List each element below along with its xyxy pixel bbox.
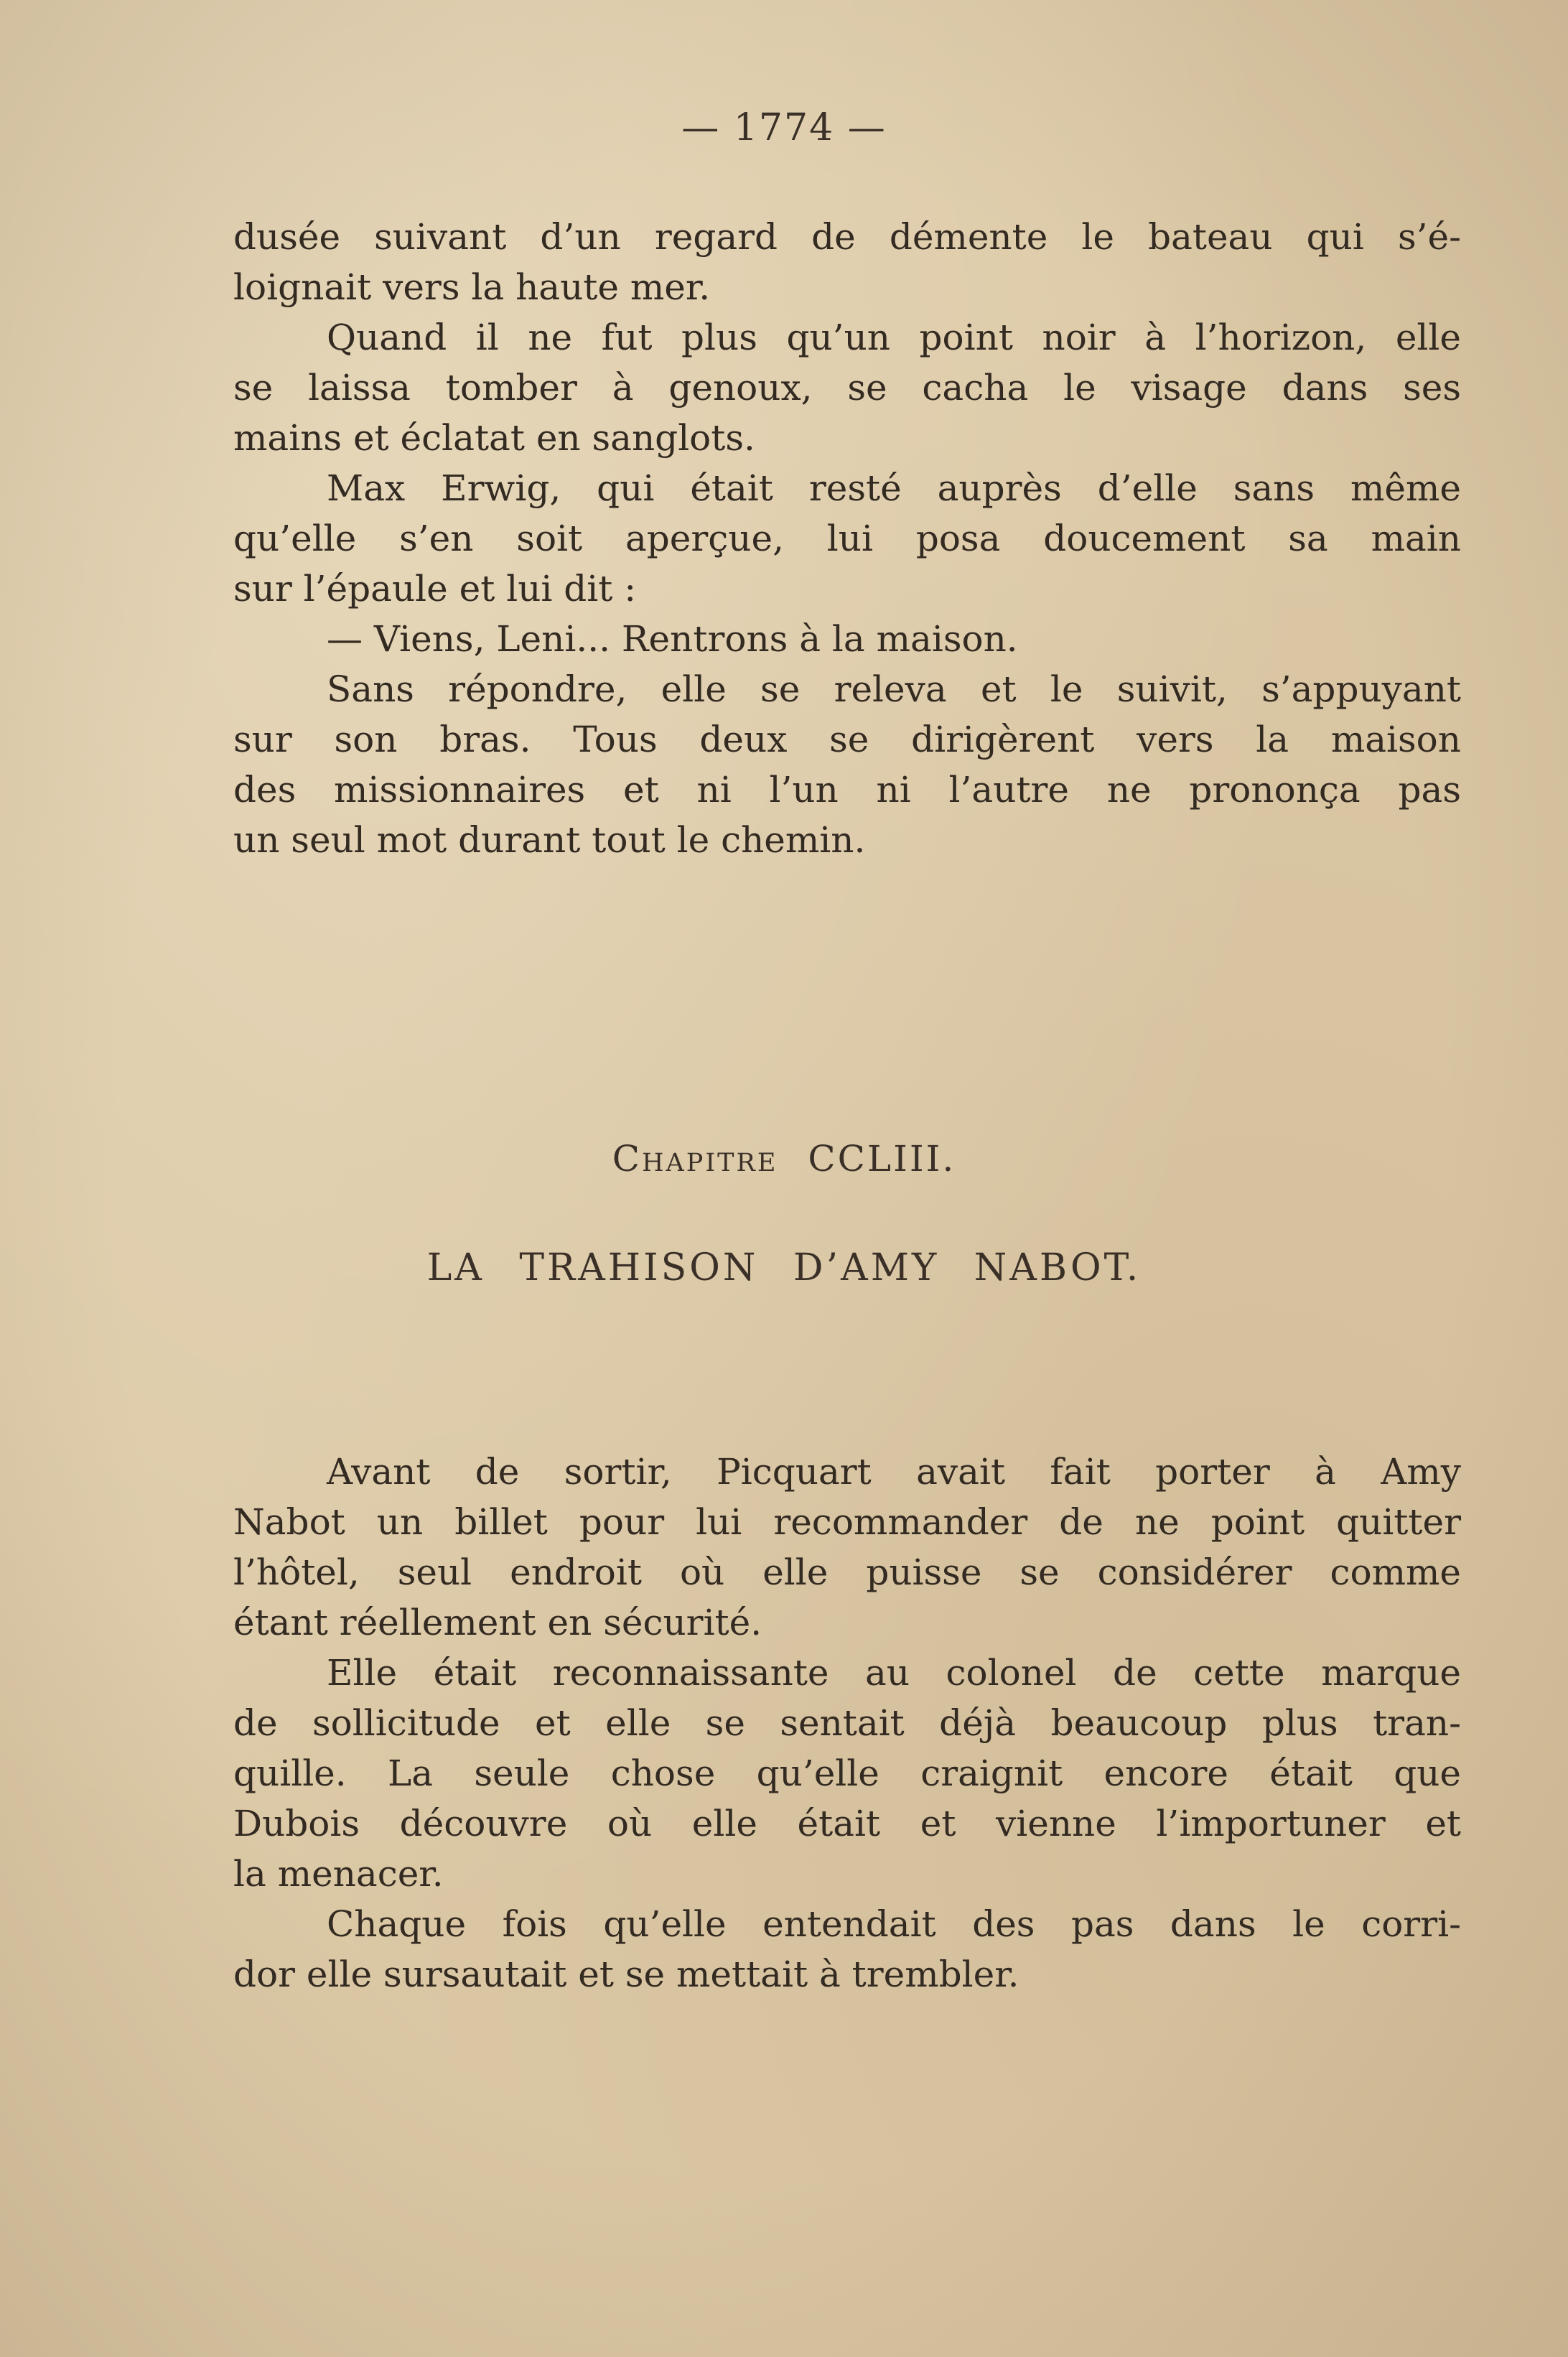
text-line: de sollicitude et elle se sentait déjà beaucoup plus tran-	[233, 1702, 1461, 1744]
chapter-label: Chapitre	[612, 1138, 778, 1180]
text-line: quille. La seule chose qu’elle craignit encore était que	[233, 1752, 1461, 1794]
text-block-bottom	[233, 1447, 1461, 1999]
page-number: — 1774 —	[681, 106, 887, 149]
text-line: un seul mot durant tout le chemin.	[233, 819, 866, 861]
text-line: dusée suivant d’un regard de démente le bateau qui s’é-	[233, 216, 1461, 258]
text-line: Nabot un billet pour lui recommander de ne point quitter	[233, 1501, 1461, 1543]
text-line: l’hôtel, seul endroit où elle puisse se considérer comme	[233, 1551, 1461, 1593]
chapter-heading	[0, 1138, 1568, 1180]
text-line: dor elle sursautait et se mettait à trembler.	[233, 1954, 1019, 1995]
text-line: Avant de sortir, Picquart avait fait porter à Amy	[327, 1451, 1461, 1493]
text-line: Max Erwig, qui était resté auprès d’elle sans même	[327, 467, 1461, 509]
text-line: loignait vers la haute mer.	[233, 266, 711, 308]
text-line: Chaque fois qu’elle entendait des pas dans le corri-	[327, 1903, 1461, 1945]
text-line: qu’elle s’en soit aperçue, lui posa doucement sa main	[233, 518, 1461, 559]
text-line: — Viens, Leni... Rentrons à la maison.	[327, 618, 1018, 660]
text-line: mains et éclatat en sanglots.	[233, 417, 755, 459]
text-line: Dubois découvre où elle était et vienne l’importuner et	[233, 1803, 1461, 1844]
text-line: des missionnaires et ni l’un ni l’autre ne prononça pas	[233, 769, 1461, 811]
text-line: Quand il ne fut plus qu’un point noir à l’horizon, elle	[327, 317, 1461, 358]
text-line: Sans répondre, elle se releva et le suivit, s’appuyant	[327, 668, 1461, 710]
text-block-top	[233, 212, 1461, 865]
chapter-title: LA TRAHISON D’AMY NABOT.	[426, 1246, 1142, 1289]
chapter-number: CCLIII.	[808, 1138, 956, 1180]
text-line: sur l’épaule et lui dit :	[233, 568, 637, 610]
text-line: se laissa tomber à genoux, se cacha le visage dans ses	[233, 367, 1461, 409]
text-line: étant réellement en sécurité.	[233, 1602, 762, 1643]
text-line: Elle était reconnaissante au colonel de cette marque	[327, 1652, 1461, 1694]
text-line: la menacer.	[233, 1853, 444, 1895]
text-line: sur son bras. Tous deux se dirigèrent vers la maison	[233, 719, 1461, 760]
